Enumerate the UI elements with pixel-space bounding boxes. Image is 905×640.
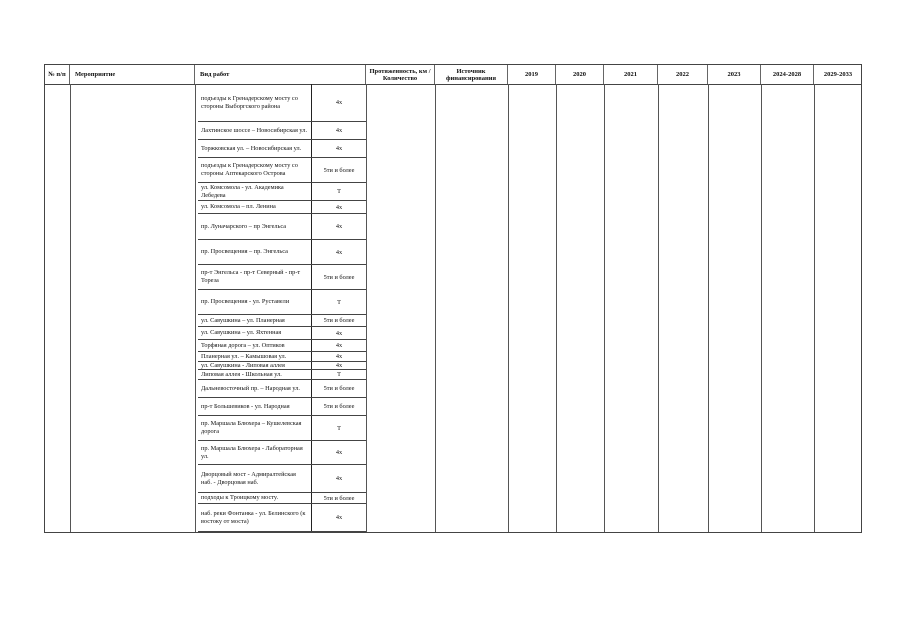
table-row — [198, 465, 366, 493]
road-type-cell: 4х — [335, 475, 343, 482]
work-type-cell: пр-т Большевиков - ул. Народная — [198, 398, 312, 415]
work-type-cell: пр. Маршала Блюхера – Кушелевская дорога — [198, 416, 312, 440]
work-type-cell: пр-т Энгельса - пр-т Северный - пр-т Тореза — [198, 265, 312, 289]
table-row — [198, 352, 366, 362]
work-type-cell: Дворцовый мост - Адмиралтейская наб. - Дворцовая наб. — [198, 465, 312, 492]
header-year: 2021 — [604, 65, 658, 84]
road-type-cell: 4х — [335, 329, 343, 337]
table-row — [198, 140, 366, 158]
table-row — [198, 370, 366, 380]
work-type-cell: Липовая аллея - Школьная ул. — [198, 370, 312, 379]
table-row — [198, 441, 366, 465]
work-type-cell: подходы к Троицкому мосту. — [198, 493, 312, 503]
work-type-cell: Планерная ул. – Камышовая ул. — [198, 352, 312, 361]
header-year: 2023 — [708, 65, 761, 84]
work-type-cell: пр. Просвещения – пр. Энгельса — [198, 240, 312, 264]
road-type-cell: 5ти и более — [323, 273, 355, 281]
table-row — [198, 398, 366, 416]
road-type-cell: 4х — [335, 203, 343, 211]
road-type-cell: 4х — [335, 353, 343, 360]
road-type-cell: 4х — [335, 127, 343, 134]
table-row — [198, 290, 366, 315]
table-row — [198, 183, 366, 201]
road-type-cell: 4х — [335, 99, 343, 106]
work-type-cell: подъезды к Гренадерскому мосту со стороны Выборгского района — [198, 84, 312, 121]
road-type-cell: Т — [337, 188, 341, 195]
road-type-cell: 5ти и более — [323, 385, 355, 392]
table-row — [198, 214, 366, 240]
table-row — [198, 327, 366, 340]
work-type-cell: Дальневосточный пр. – Народная ул. — [198, 380, 312, 397]
work-type-cell: пр. Просвещения - ул. Руставели — [198, 290, 312, 314]
header-year: 2024-2028 — [761, 65, 814, 84]
work-type-cell: подъезды к Гренадерскому мосту со стороны Аптекарского Острова — [198, 158, 312, 182]
header-source: Источник финансирования — [435, 65, 508, 84]
table-row — [198, 122, 366, 140]
header-work-type: Вид работ — [195, 65, 366, 84]
table-row — [198, 240, 366, 265]
work-type-cell: Лахтинское шоссе – Новосибирская ул. — [198, 122, 312, 139]
work-type-cell: ул. Комсомола - ул. Академика Лебедева — [198, 183, 312, 200]
header-year: 2029-2033 — [823, 71, 853, 78]
road-type-cell: 5ти и более — [323, 317, 355, 324]
road-type-cell: 5ти и более — [323, 166, 355, 174]
work-type-cell: пр. Луначарского – пр Энгельса — [198, 214, 312, 239]
table-row — [198, 380, 366, 398]
road-type-cell: 4х — [335, 145, 343, 152]
road-type-cell: 4х — [335, 248, 343, 256]
road-type-cell: 4х — [335, 449, 343, 456]
header-num: № п/п — [45, 65, 70, 84]
road-type-cell: 4х — [335, 362, 343, 369]
table-row — [198, 315, 366, 327]
work-type-cell: Торжковская ул. – Новосибирская ул. — [198, 140, 312, 157]
table-row — [198, 201, 366, 214]
work-type-cell: ул. Савушкина – ул. Яхтенная — [198, 327, 312, 339]
work-type-cell: Торфяная дорога – ул. Оптиков — [198, 340, 312, 351]
header-year: 2019 — [508, 65, 556, 84]
work-rows — [198, 84, 366, 532]
header-length: Протяженность, км / Количество — [366, 65, 435, 84]
header-event: Мероприятие — [70, 65, 195, 84]
table-row — [198, 362, 366, 370]
table-row — [198, 493, 366, 504]
road-type-cell: Т — [337, 424, 341, 432]
road-type-cell: 4х — [335, 514, 343, 521]
work-type-cell: ул. Савушкина - Липовая аллея — [198, 362, 312, 369]
road-type-cell: 5ти и более — [323, 403, 355, 410]
table-row — [198, 504, 366, 532]
road-type-cell: 5ти и более — [323, 494, 355, 502]
work-type-cell: пр. Маршала Блюхера - Лабораторная ул. — [198, 441, 312, 464]
road-type-cell: Т — [337, 371, 341, 378]
table-row — [198, 84, 366, 122]
work-type-cell: ул. Савушкина – ул. Планерная — [198, 315, 312, 326]
road-type-cell: Т — [337, 298, 341, 306]
work-type-cell: наб. реки Фонтанка - ул. Белинского (к востоку от моста) — [198, 504, 312, 531]
header-year: 2022 — [658, 65, 708, 84]
road-type-cell: 4х — [335, 223, 343, 230]
table-row — [198, 158, 366, 183]
table-body — [44, 84, 862, 533]
table-row — [198, 416, 366, 441]
header-year: 2020 — [556, 65, 604, 84]
road-type-cell: 4х — [335, 342, 343, 349]
table-row — [198, 265, 366, 290]
work-type-cell: ул. Комсомола – пл. Ленина — [198, 201, 312, 213]
table-row — [198, 340, 366, 352]
table-header — [44, 64, 862, 85]
